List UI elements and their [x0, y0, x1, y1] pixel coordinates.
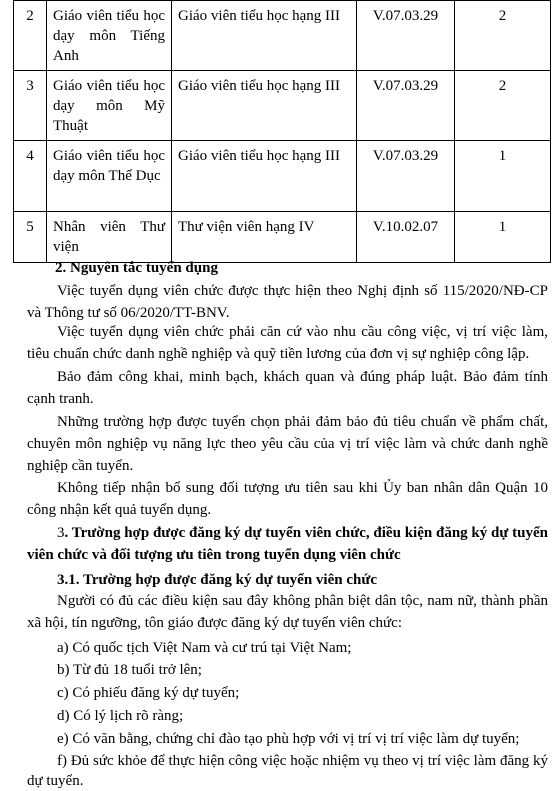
list-item: e) Có văn bằng, chứng chỉ đào tạo phù hợp với vị trí vị trí việc làm dự tuyển;: [57, 731, 520, 747]
paragraph: Không tiếp nhận bổ sung đối tượng ưu tiên sau khi Ủy ban nhân dân Quận 10 công nhận kết quả tuyển dụng.: [27, 480, 548, 518]
list-item: b) Từ đủ 18 tuổi trở lên;: [57, 662, 202, 678]
position-quantity: 2: [455, 1, 551, 71]
position-code: V.10.02.07: [357, 212, 455, 263]
row-number: 3: [14, 71, 47, 141]
position-quantity: 2: [455, 71, 551, 141]
position-code: V.07.03.29: [357, 1, 455, 71]
list-item: f) Đủ sức khỏe để thực hiện công việc hoặc nhiệm vụ theo vị trí việc làm đăng ký dự tuyển.: [27, 753, 548, 789]
section-3-heading: [27, 523, 548, 567]
position-quantity: 1: [455, 212, 551, 263]
position-code: V.07.03.29: [357, 141, 455, 212]
list-item: d) Có lý lịch rõ ràng;: [57, 708, 184, 724]
row-number: 5: [14, 212, 47, 263]
position-rank: Giáo viên tiểu học hạng III: [172, 71, 357, 141]
position-rank: Giáo viên tiểu học hạng III: [172, 1, 357, 71]
position-title: Nhân viên Thư viện: [47, 212, 172, 263]
position-code: V.07.03.29: [357, 71, 455, 141]
section-3-title: . Trường hợp được đăng ký dự tuyển viên chức, điều kiện đăng ký dự tuyển viên chức và đối tượng ưu tiên trong tuyển dụng viên chức: [27, 525, 548, 563]
position-title: Giáo viên tiểu học dạy môn Thể Dục: [47, 141, 172, 212]
row-number: 2: [14, 1, 47, 71]
row-number: 4: [14, 141, 47, 212]
positions-table: [13, 0, 551, 263]
table-row: [14, 212, 551, 263]
list-item: c) Có phiếu đăng ký dự tuyển;: [57, 685, 240, 701]
table-row: [14, 71, 551, 141]
position-rank: Thư viện viên hạng IV: [172, 212, 357, 263]
section-3-number: 3: [57, 525, 65, 541]
paragraph: Việc tuyển dụng viên chức phải căn cứ vào nhu cầu công việc, vị trí việc làm, tiêu chuẩn chức danh nghề nghiệp và quỹ tiền lương của đơn vị sự nghiệp công lập.: [27, 324, 548, 362]
table-row: [14, 1, 551, 71]
list-item: a) Có quốc tịch Việt Nam và cư trú tại Việt Nam;: [57, 640, 352, 656]
section-2-heading: 2. Nguyên tắc tuyển dụng: [55, 260, 218, 276]
subsection-3-1-heading: 3.1. Trường hợp được đăng ký dự tuyển viên chức: [57, 572, 378, 588]
position-title: Giáo viên tiểu học dạy môn Mỹ Thuật: [47, 71, 172, 141]
position-rank: Giáo viên tiểu học hạng III: [172, 141, 357, 212]
paragraph: Việc tuyển dụng viên chức được thực hiện theo Nghị định số 115/2020/NĐ-CP và Thông tư số 06/2020/TT-BNV.: [27, 283, 548, 321]
paragraph: Những trường hợp được tuyển chọn phải đảm bảo đủ tiêu chuẩn về phẩm chất, chuyên môn nghiệp vụ năng lực theo yêu cầu của vị trí việc làm và chức danh nghề nghiệp cần tuyển.: [27, 414, 548, 474]
position-title: Giáo viên tiểu học dạy môn Tiếng Anh: [47, 1, 172, 71]
position-quantity: 1: [455, 141, 551, 212]
table-row: [14, 141, 551, 212]
paragraph: Người có đủ các điều kiện sau đây không phân biệt dân tộc, nam nữ, thành phần xã hội, tín ngưỡng, tôn giáo được đăng ký dự tuyển viên chức:: [27, 593, 548, 631]
paragraph: Bảo đảm công khai, minh bạch, khách quan và đúng pháp luật. Bảo đảm tính cạnh tranh.: [27, 369, 548, 407]
